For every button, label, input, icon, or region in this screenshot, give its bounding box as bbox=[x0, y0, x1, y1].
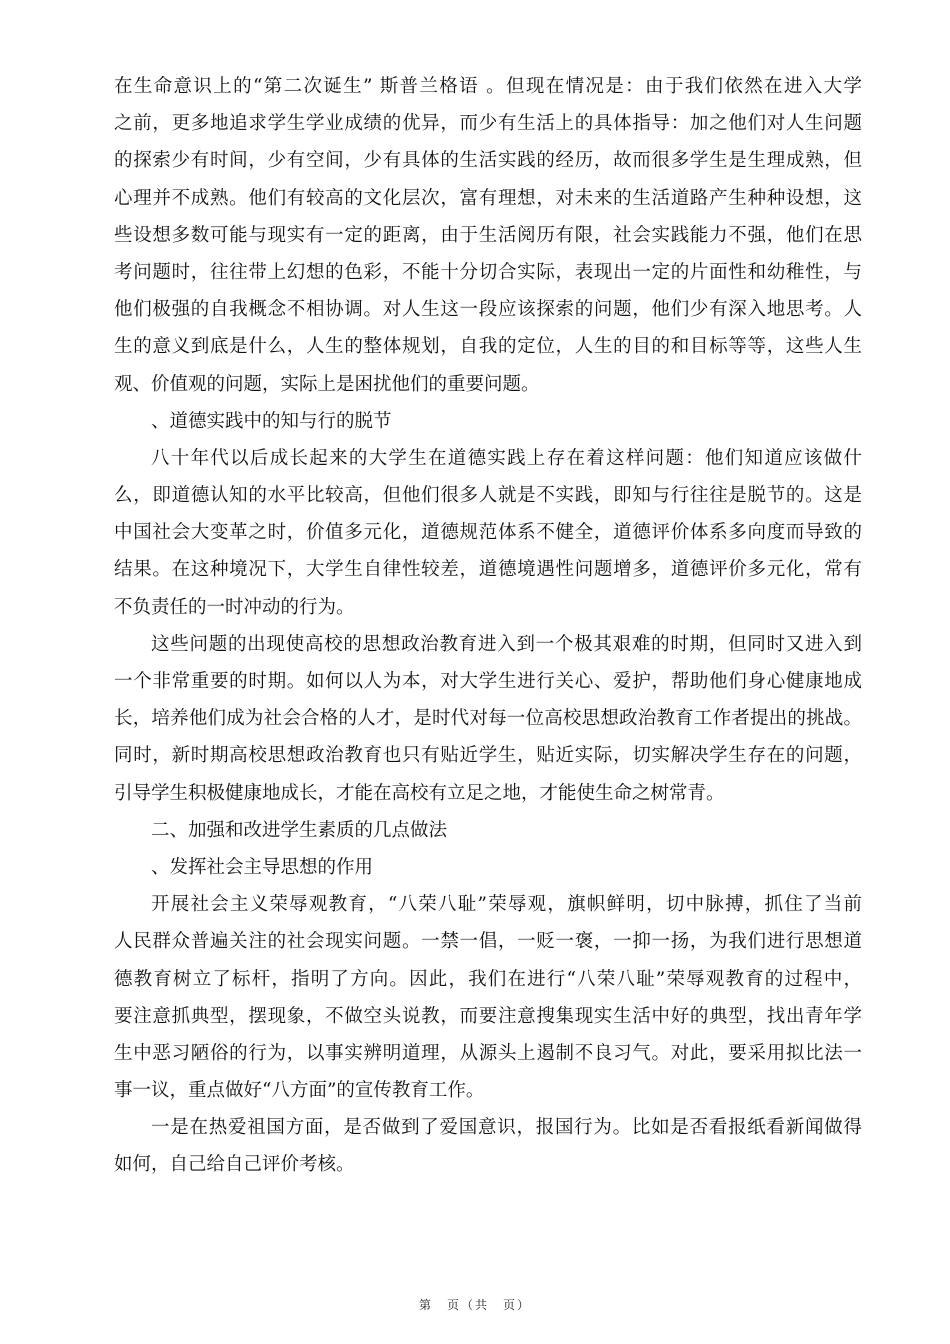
text-line: 如何，自己给自己评价考核。 bbox=[114, 1154, 355, 1176]
text-line: 些设想多数可能与现实有一定的距离，由于生活阅历有限，社会实践能力不强，他们在思 bbox=[114, 224, 862, 246]
text-line: 事一议，重点做好“八方面”的宣传教育工作。 bbox=[114, 1080, 485, 1102]
section-heading: 二、加强和改进学生素质的几点做法 bbox=[151, 819, 448, 841]
text-line: 一个非常重要的时期。如何以人为本，对大学生进行关心、爱护，帮助他们身心健康地成 bbox=[114, 671, 862, 692]
text-line: 考问题时，往往带上幻想的色彩，不能十分切合实际，表现出一定的片面性和幼稚性，与 bbox=[114, 261, 862, 283]
text-line: 生的意义到底是什么，人生的整体规划，自我的定位，人生的目的和目标等等，这些人生 bbox=[114, 336, 862, 358]
text-line: 要注意抓典型，摆现象，不做空头说教，而要注意搜集现实生活中好的典型，找出青年学 bbox=[114, 1005, 862, 1027]
paragraph-education-challenge bbox=[114, 626, 862, 812]
text-line: 生中恶习陋俗的行为，以事实辨明道理，从源头上遏制不良习气。对此，要采用拟比法一 bbox=[114, 1042, 862, 1064]
text-line: 之前，更多地追求学生学业成绩的优异，而少有生活上的具体指导：加之他们对人生问题 bbox=[114, 113, 862, 135]
text-line: 心理并不成熟。他们有较高的文化层次，富有理想，对未来的生活道路产生种种设想，这 bbox=[114, 187, 862, 209]
paragraph-life-awareness bbox=[114, 68, 862, 403]
subsection-heading: 、道德实践中的知与行的脱节 bbox=[151, 410, 392, 432]
text-line: 德教育树立了标杆，指明了方向。因此，我们在进行“八荣八耻”荣辱观教育的过程中， bbox=[114, 968, 862, 990]
text-line: 开展社会主义荣辱观教育，“八荣八耻”荣辱观，旗帜鲜明，切中脉搏，抓住了当前 bbox=[151, 894, 862, 916]
text-line: 不负责任的一时冲动的行为。 bbox=[114, 596, 355, 618]
text-line: 在生命意识上的“第二次诞生” 斯普兰格语 。但现在情况是：由于我们依然在进入大学 bbox=[114, 76, 862, 97]
text-line: 八十年代以后成长起来的大学生在道德实践上存在着这样问题：他们知道应该做什 bbox=[151, 447, 862, 469]
subsection-heading: 、发挥社会主导思想的作用 bbox=[151, 856, 374, 878]
text-line: 引导学生积极健康地成长，才能在高校有立足之地，才能使生命之树常青。 bbox=[114, 782, 725, 804]
text-line: 观、价值观的问题，实际上是困扰他们的重要问题。 bbox=[114, 373, 540, 395]
text-line: 人民群众普遍关注的社会现实问题。一禁一倡，一贬一褒，一抑一扬，为我们进行思想道 bbox=[114, 931, 862, 953]
paragraph-patriotism bbox=[114, 1109, 862, 1183]
page-footer bbox=[0, 1296, 950, 1313]
text-line: 一是在热爱祖国方面，是否做到了爱国意识，报国行为。比如是否看报纸看新闻做得 bbox=[151, 1117, 862, 1139]
heading-moral-practice bbox=[114, 403, 862, 440]
text-line: 他们极强的自我概念不相协调。对人生这一段应该探索的问题，他们少有深入地思考。人 bbox=[114, 299, 862, 321]
paragraph-moral-practice bbox=[114, 440, 862, 626]
heading-leading-ideology bbox=[114, 849, 862, 886]
text-line: 中国社会大变革之时，价值多元化，道德规范体系不健全，道德评价体系多向度而导致的 bbox=[114, 522, 862, 544]
paragraph-honor-disgrace bbox=[114, 886, 862, 1109]
text-line: 的探索少有时间，少有空间，少有具体的生活实践的经历，故而很多学生是生理成熟，但 bbox=[114, 150, 862, 172]
text-line: 长，培养他们成为社会合格的人才，是时代对每一位高校思想政治教育工作者提出的挑战。 bbox=[114, 708, 862, 730]
document-body bbox=[114, 68, 862, 1184]
heading-section-two bbox=[114, 812, 862, 849]
text-line: 么，即道德认知的水平比较高，但他们很多人就是不实践，即知与行往往是脱节的。这是 bbox=[114, 485, 862, 507]
text-line: 同时，新时期高校思想政治教育也只有贴近学生，贴近实际，切实解决学生存在的问题， bbox=[114, 745, 862, 767]
text-line: 结果。在这种境况下，大学生自律性较差，道德境遇性问题增多，道德评价多元化，常有 bbox=[114, 559, 862, 581]
text-line: 这些问题的出现使高校的思想政治教育进入到一个极其艰难的时期，但同时又进入到 bbox=[151, 633, 862, 655]
page-number-label: 第 页（共 页） bbox=[418, 1298, 531, 1312]
